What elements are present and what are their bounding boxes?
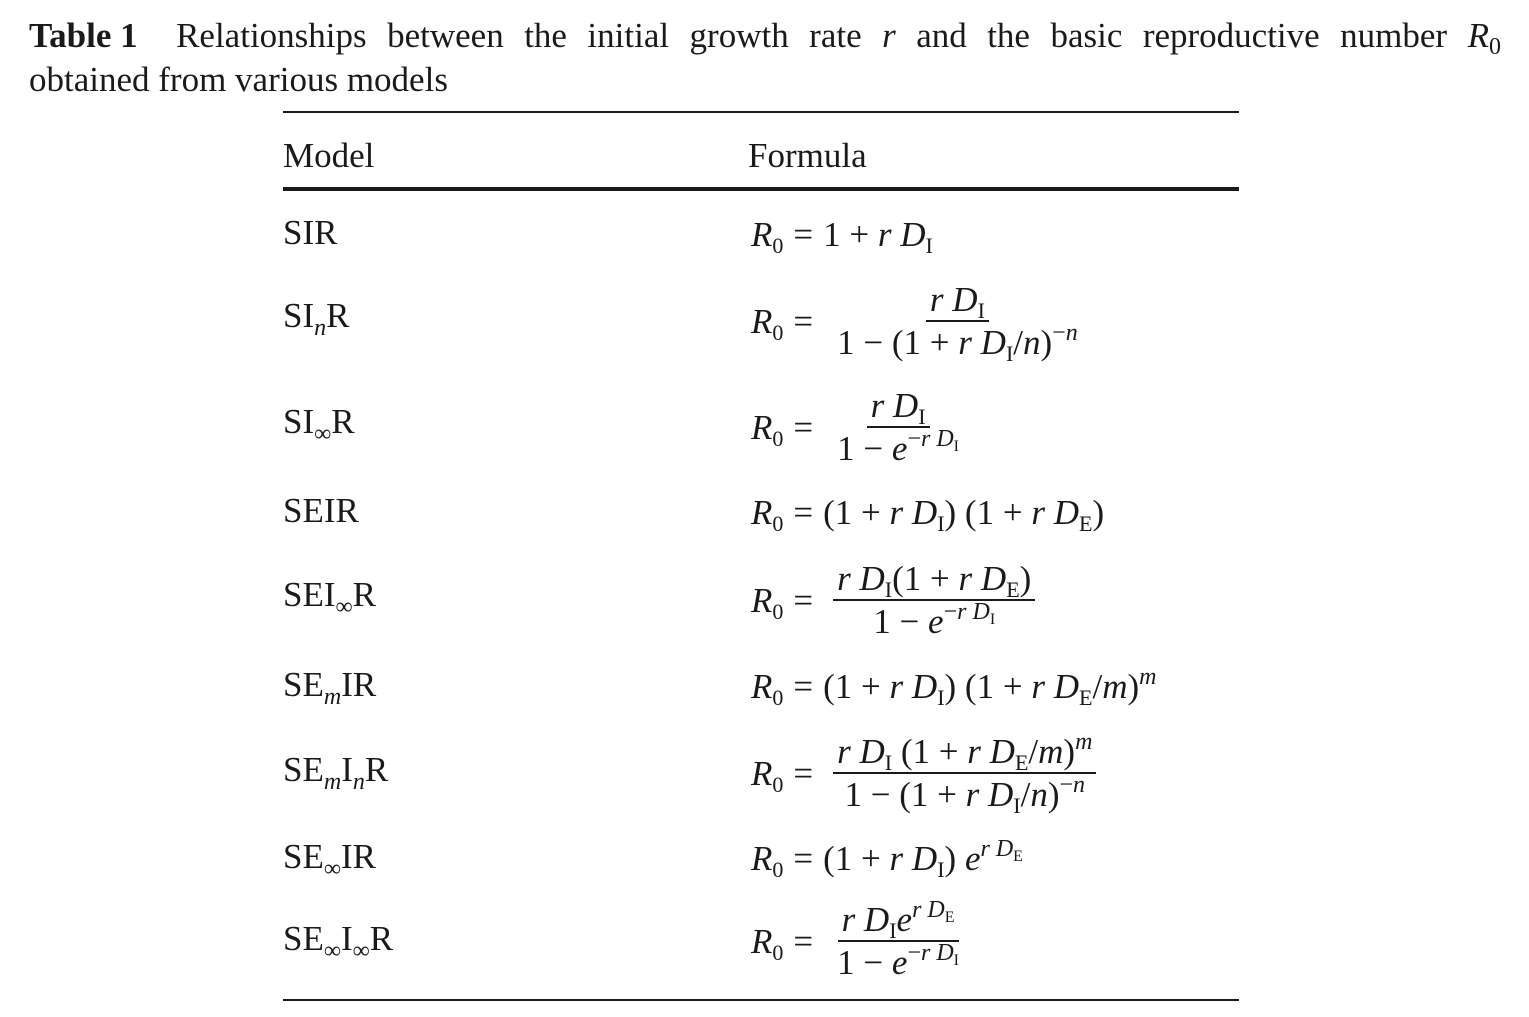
caption-word: reproductive — [1142, 16, 1320, 55]
formula: $R_0$ = $\frac{r D_I (1 + r D_E/m)^m}{1 - (1 + r D_I/n)^{-n}}$ — [751, 734, 1096, 814]
formula: $R_0$ = $\frac{r D_I}{1 - e^{-r D_I}}$ — [751, 386, 959, 468]
caption-word: growth — [689, 16, 789, 55]
formula: $R_0$ = (1 + r $D_I$) $e^{r D_E}$ — [751, 836, 1023, 882]
formula: $R_0$ = $\frac{r D_I(1 + r D_E)}{1 - e^{-r D_I}}$ — [751, 561, 1035, 641]
model-name: $SEI_\infty R$ — [283, 575, 376, 620]
caption-rate-symbol: r — [882, 16, 896, 55]
column-header-model: Model — [283, 136, 375, 175]
caption-word: between — [387, 16, 504, 55]
formula: $R_0$ = (1 + r $D_I$) (1 + r $D_E$) — [751, 493, 1105, 536]
caption-r0-symbol: $R_0$ — [1467, 16, 1501, 60]
table-bottom-rule — [283, 999, 1239, 1001]
caption-word: number — [1340, 16, 1448, 55]
formula: $R_0$ = $\frac{r D_I}{1 - (1 + r D_I/n)^{-n}}$ — [751, 280, 1078, 366]
column-header-formula: Formula — [748, 136, 867, 175]
model-name: SEIR — [283, 491, 359, 530]
model-name: $SE_mIR$ — [283, 665, 377, 710]
formula: $R_0$ = 1 + r $D_I$ — [751, 215, 933, 258]
caption-word: and — [916, 16, 967, 55]
caption-word: rate — [809, 16, 862, 55]
model-name: $SE_\infty IR$ — [283, 837, 376, 882]
model-name: SIR — [283, 213, 338, 252]
model-name: $SE_mI_nR$ — [283, 750, 389, 795]
caption-line-2: obtained from various models — [29, 60, 448, 99]
caption-word: the — [987, 16, 1030, 55]
caption-word: basic — [1050, 16, 1123, 55]
caption-label: Table 1 — [29, 16, 138, 55]
model-name: $SI_nR$ — [283, 296, 350, 341]
caption-word: Relationships — [176, 16, 367, 55]
caption-word: the — [524, 16, 567, 55]
table-caption — [29, 14, 1501, 102]
model-name: $SI_\infty R$ — [283, 402, 355, 447]
formula: $R_0$ = (1 + r $D_I$) (1 + r $D_E/m)^m$ — [751, 664, 1157, 710]
caption-line-1 — [29, 14, 1501, 58]
table-top-rule — [283, 111, 1239, 113]
model-name: $SE_\infty I_\infty R$ — [283, 919, 394, 964]
caption-word: initial — [587, 16, 670, 55]
table-header-rule — [283, 187, 1239, 191]
formula: $R_0$ = $\frac{r D_Ie^{r D_E}}{1 - e^{-r D_I}}$ — [751, 897, 959, 982]
